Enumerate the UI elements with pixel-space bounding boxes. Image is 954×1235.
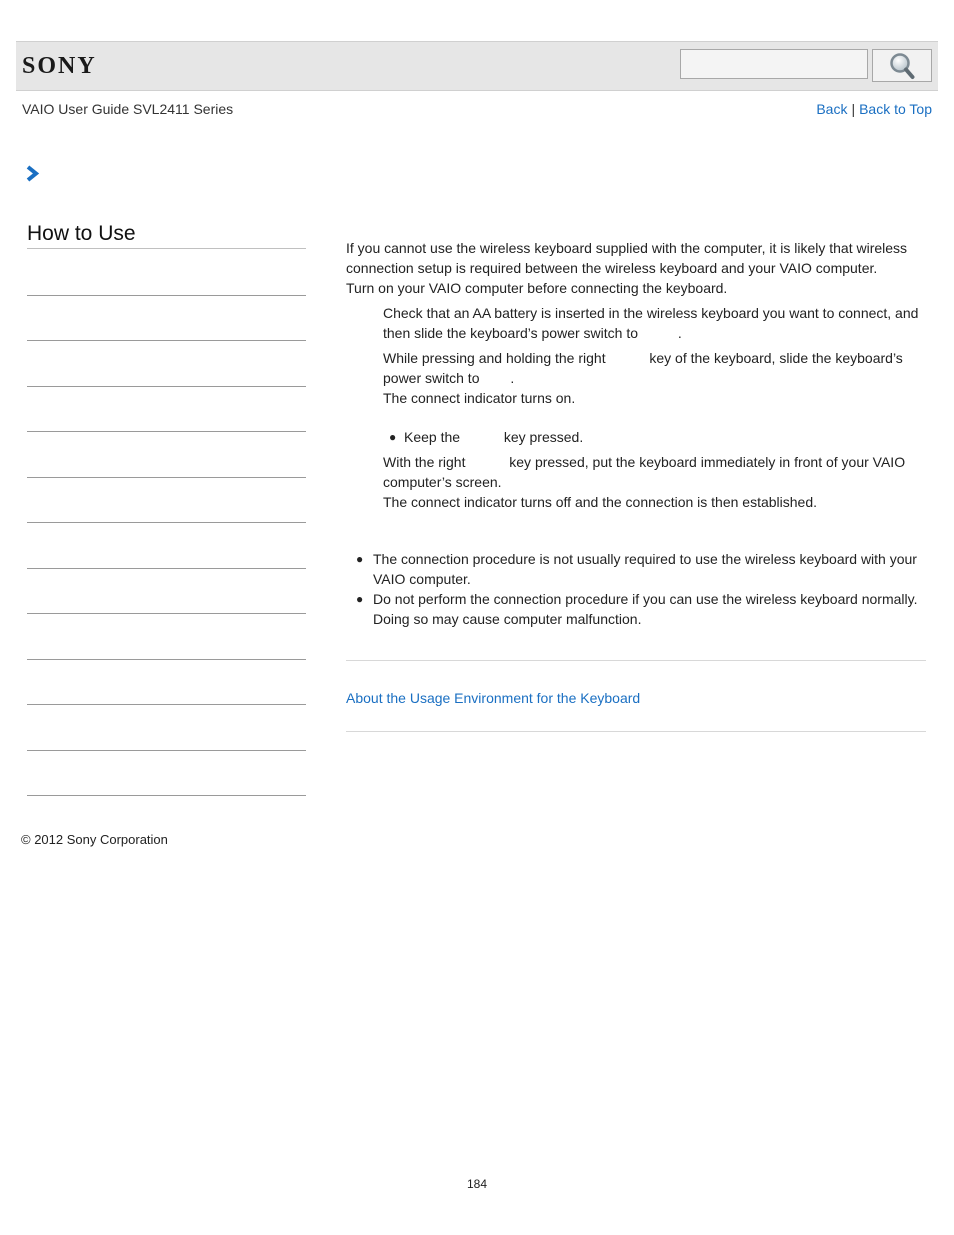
back-link[interactable]: Back — [816, 101, 848, 117]
search-button[interactable] — [872, 49, 932, 82]
step-result: The connect indicator turns on. — [383, 390, 576, 406]
guide-title: VAIO User Guide SVL2411 Series — [22, 101, 234, 117]
list-item: ● Do not perform the connection procedure if you can use the wireless keyboard normally. Doing so may cause computer malfunction. — [356, 591, 918, 627]
sidebar-divider — [27, 386, 306, 387]
step-3 — [346, 452, 926, 512]
step-2-bullet: ● Keep the key pressed. — [389, 429, 584, 445]
step-result: The connect indicator turns off and the connection is then established. — [383, 494, 818, 510]
back-to-top-link[interactable]: Back to Top — [859, 101, 932, 117]
sidebar-divider — [27, 295, 306, 296]
site-header — [16, 41, 938, 91]
step-1 — [346, 303, 926, 343]
sidebar-divider — [27, 750, 306, 751]
bullet-dot: ● — [389, 430, 397, 444]
section-divider — [346, 731, 926, 732]
step-text: Check that an AA battery is inserted in the wireless keyboard you want to connect, and then slide the keyboard’s power switch to . — [383, 305, 919, 341]
sidebar-title: How to Use — [27, 222, 306, 249]
step-text: With the right key pressed, put the keyboard immediately in front of your VAIO computer’s screen. — [383, 454, 906, 490]
page-number: 184 — [466, 1177, 488, 1191]
sidebar-divider — [27, 522, 306, 523]
sidebar-divider — [27, 795, 306, 796]
sidebar-divider — [27, 340, 306, 341]
top-navigation — [816, 101, 932, 117]
nav-separator: | — [851, 101, 856, 117]
sony-logo: SONY — [22, 53, 97, 79]
sidebar-divider — [27, 704, 306, 705]
chevron-right-icon — [25, 165, 41, 182]
intro-paragraph: If you cannot use the wireless keyboard supplied with the computer, it is likely that wireless connection setup is required between the wireless keyboard and your VAIO computer. — [346, 240, 908, 276]
step-2 — [346, 348, 926, 408]
bullet-dot: ● — [356, 592, 364, 606]
step-text: While pressing and holding the right key of the keyboard, slide the keyboard’s power switch to . — [383, 350, 903, 386]
sidebar-divider — [27, 568, 306, 569]
related-topic-link[interactable]: About the Usage Environment for the Keyboard — [346, 690, 641, 706]
intro-paragraph: Turn on your VAIO computer before connecting the keyboard. — [346, 280, 728, 296]
list-item: ● The connection procedure is not usually required to use the wireless keyboard with your VAIO computer. — [356, 551, 917, 587]
magnifier-icon — [889, 52, 915, 80]
search-input[interactable] — [680, 49, 868, 79]
copyright: © 2012 Sony Corporation — [21, 832, 168, 847]
section-divider — [346, 660, 926, 661]
sidebar-divider — [27, 431, 306, 432]
sidebar-divider — [27, 659, 306, 660]
bullet-dot: ● — [356, 552, 364, 566]
notes-list — [346, 549, 926, 629]
breadcrumb[interactable] — [25, 165, 41, 187]
sidebar-divider — [27, 477, 306, 478]
article-body — [346, 238, 926, 629]
sidebar-divider — [27, 613, 306, 614]
